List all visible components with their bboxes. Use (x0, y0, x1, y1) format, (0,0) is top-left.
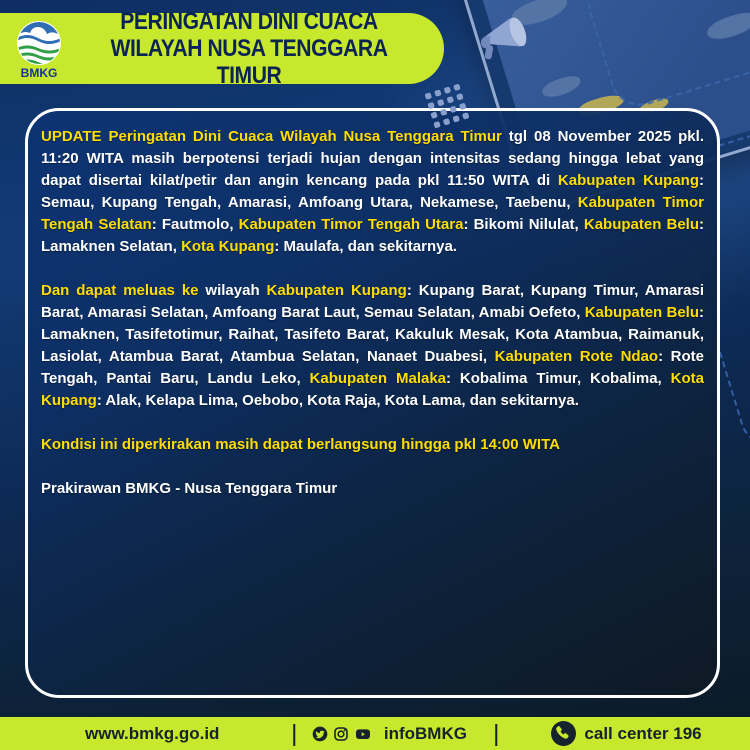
call-center-label: call center 196 (584, 723, 702, 743)
bulletin-paragraph (41, 478, 704, 500)
phone-icon (551, 721, 576, 746)
social-handle[interactable]: infoBMKG (383, 723, 467, 743)
bulletin-paragraph (41, 126, 704, 258)
instagram-icon[interactable] (333, 726, 349, 742)
header-banner (0, 8, 444, 89)
bulletin-body (41, 126, 704, 500)
highlight-text: Dan dapat meluas ke (41, 282, 199, 299)
body-text: : Fautmolo, (151, 216, 239, 233)
body-text: : Lamaknen Selatan, (41, 216, 704, 255)
body-text: : Alak, Kelapa Lima, Oebobo, Kota Raja, Kota Lama, dan sekitarnya. (96, 392, 579, 409)
body-text: : Kobalima Timur, Kobalima, (446, 370, 671, 387)
website-link[interactable]: www.bmkg.go.id (85, 723, 220, 743)
highlight-text: Kabupaten Malaka (309, 370, 447, 387)
bulletin-paragraph (41, 280, 704, 412)
body-text: : Kupang Barat, Kupang Timur, Amarasi Barat, Amarasi Selatan, Amfoang Barat Laut, Semau Selatan, Amabi Oefeto, (41, 282, 704, 321)
body-text: : Bikomi Nilulat, (463, 216, 584, 233)
bmkg-logo (14, 18, 64, 80)
bulletin-paragraph (41, 434, 704, 456)
body-text: : Rote Tengah, Pantai Baru, Landu Leko, (41, 348, 704, 387)
separator: | (493, 720, 499, 746)
bulletin-panel (25, 108, 720, 698)
highlight-text: Kabupaten Kupang (266, 282, 407, 299)
highlight-text: Kabupaten Rote Ndao (494, 348, 659, 365)
youtube-icon[interactable] (354, 726, 372, 742)
highlight-text: Kabupaten Timor Tengah Selatan (41, 194, 704, 233)
highlight-text: Kabupaten Belu (584, 304, 699, 321)
body-text: : Semau, Kupang Tengah, Amarasi, Amfoang Utara, Nekamese, Taebenu, (41, 172, 704, 211)
highlight-text: Kabupaten Timor Tengah Utara (238, 216, 464, 233)
page-title-line1: PERINGATAN DINI CUACA (120, 8, 378, 35)
body-text: : Maulafa, dan sekitarnya. (274, 238, 457, 255)
highlight-text: UPDATE Peringatan Dini Cuaca Wilayah Nusa Tenggara Timur (41, 128, 502, 145)
body-text: Prakirawan BMKG - Nusa Tenggara Timur (41, 480, 338, 497)
bmkg-logo-text: BMKG (20, 65, 58, 80)
twitter-icon[interactable] (312, 726, 328, 742)
page-title-line2: WILAYAH NUSA TENGGARA TIMUR (110, 35, 388, 89)
highlight-text: Kondisi ini diperkirakan masih dapat berlangsung hingga pkl 14:00 WITA (41, 436, 560, 453)
page-title (86, 8, 412, 89)
highlight-text: Kota Kupang (41, 370, 704, 409)
separator: | (292, 720, 297, 746)
body-text: tgl 08 November 2025 pkl. 11:20 WITA masih berpotensi terjadi hujan dengan intensitas sedang hingga lebat yang dapat disertai kilat/petir dan angin kencang pada pkl 11:50 WITA di (41, 128, 704, 189)
body-text: wilayah (198, 282, 267, 299)
megaphone-icon (468, 8, 537, 73)
highlight-text: Kabupaten Belu (583, 216, 699, 233)
footer-bar (0, 717, 750, 750)
body-text: : Lamaknen, Tasifetotimur, Raihat, Tasifeto Barat, Kakuluk Mesak, Kota Atambua, Raimanuk, Lasiolat, Atambua Barat, Atambua Selatan, Nanaet Duabesi, (41, 304, 704, 365)
highlight-text: Kabupaten Kupang (557, 172, 699, 189)
highlight-text: Kota Kupang (181, 238, 275, 255)
